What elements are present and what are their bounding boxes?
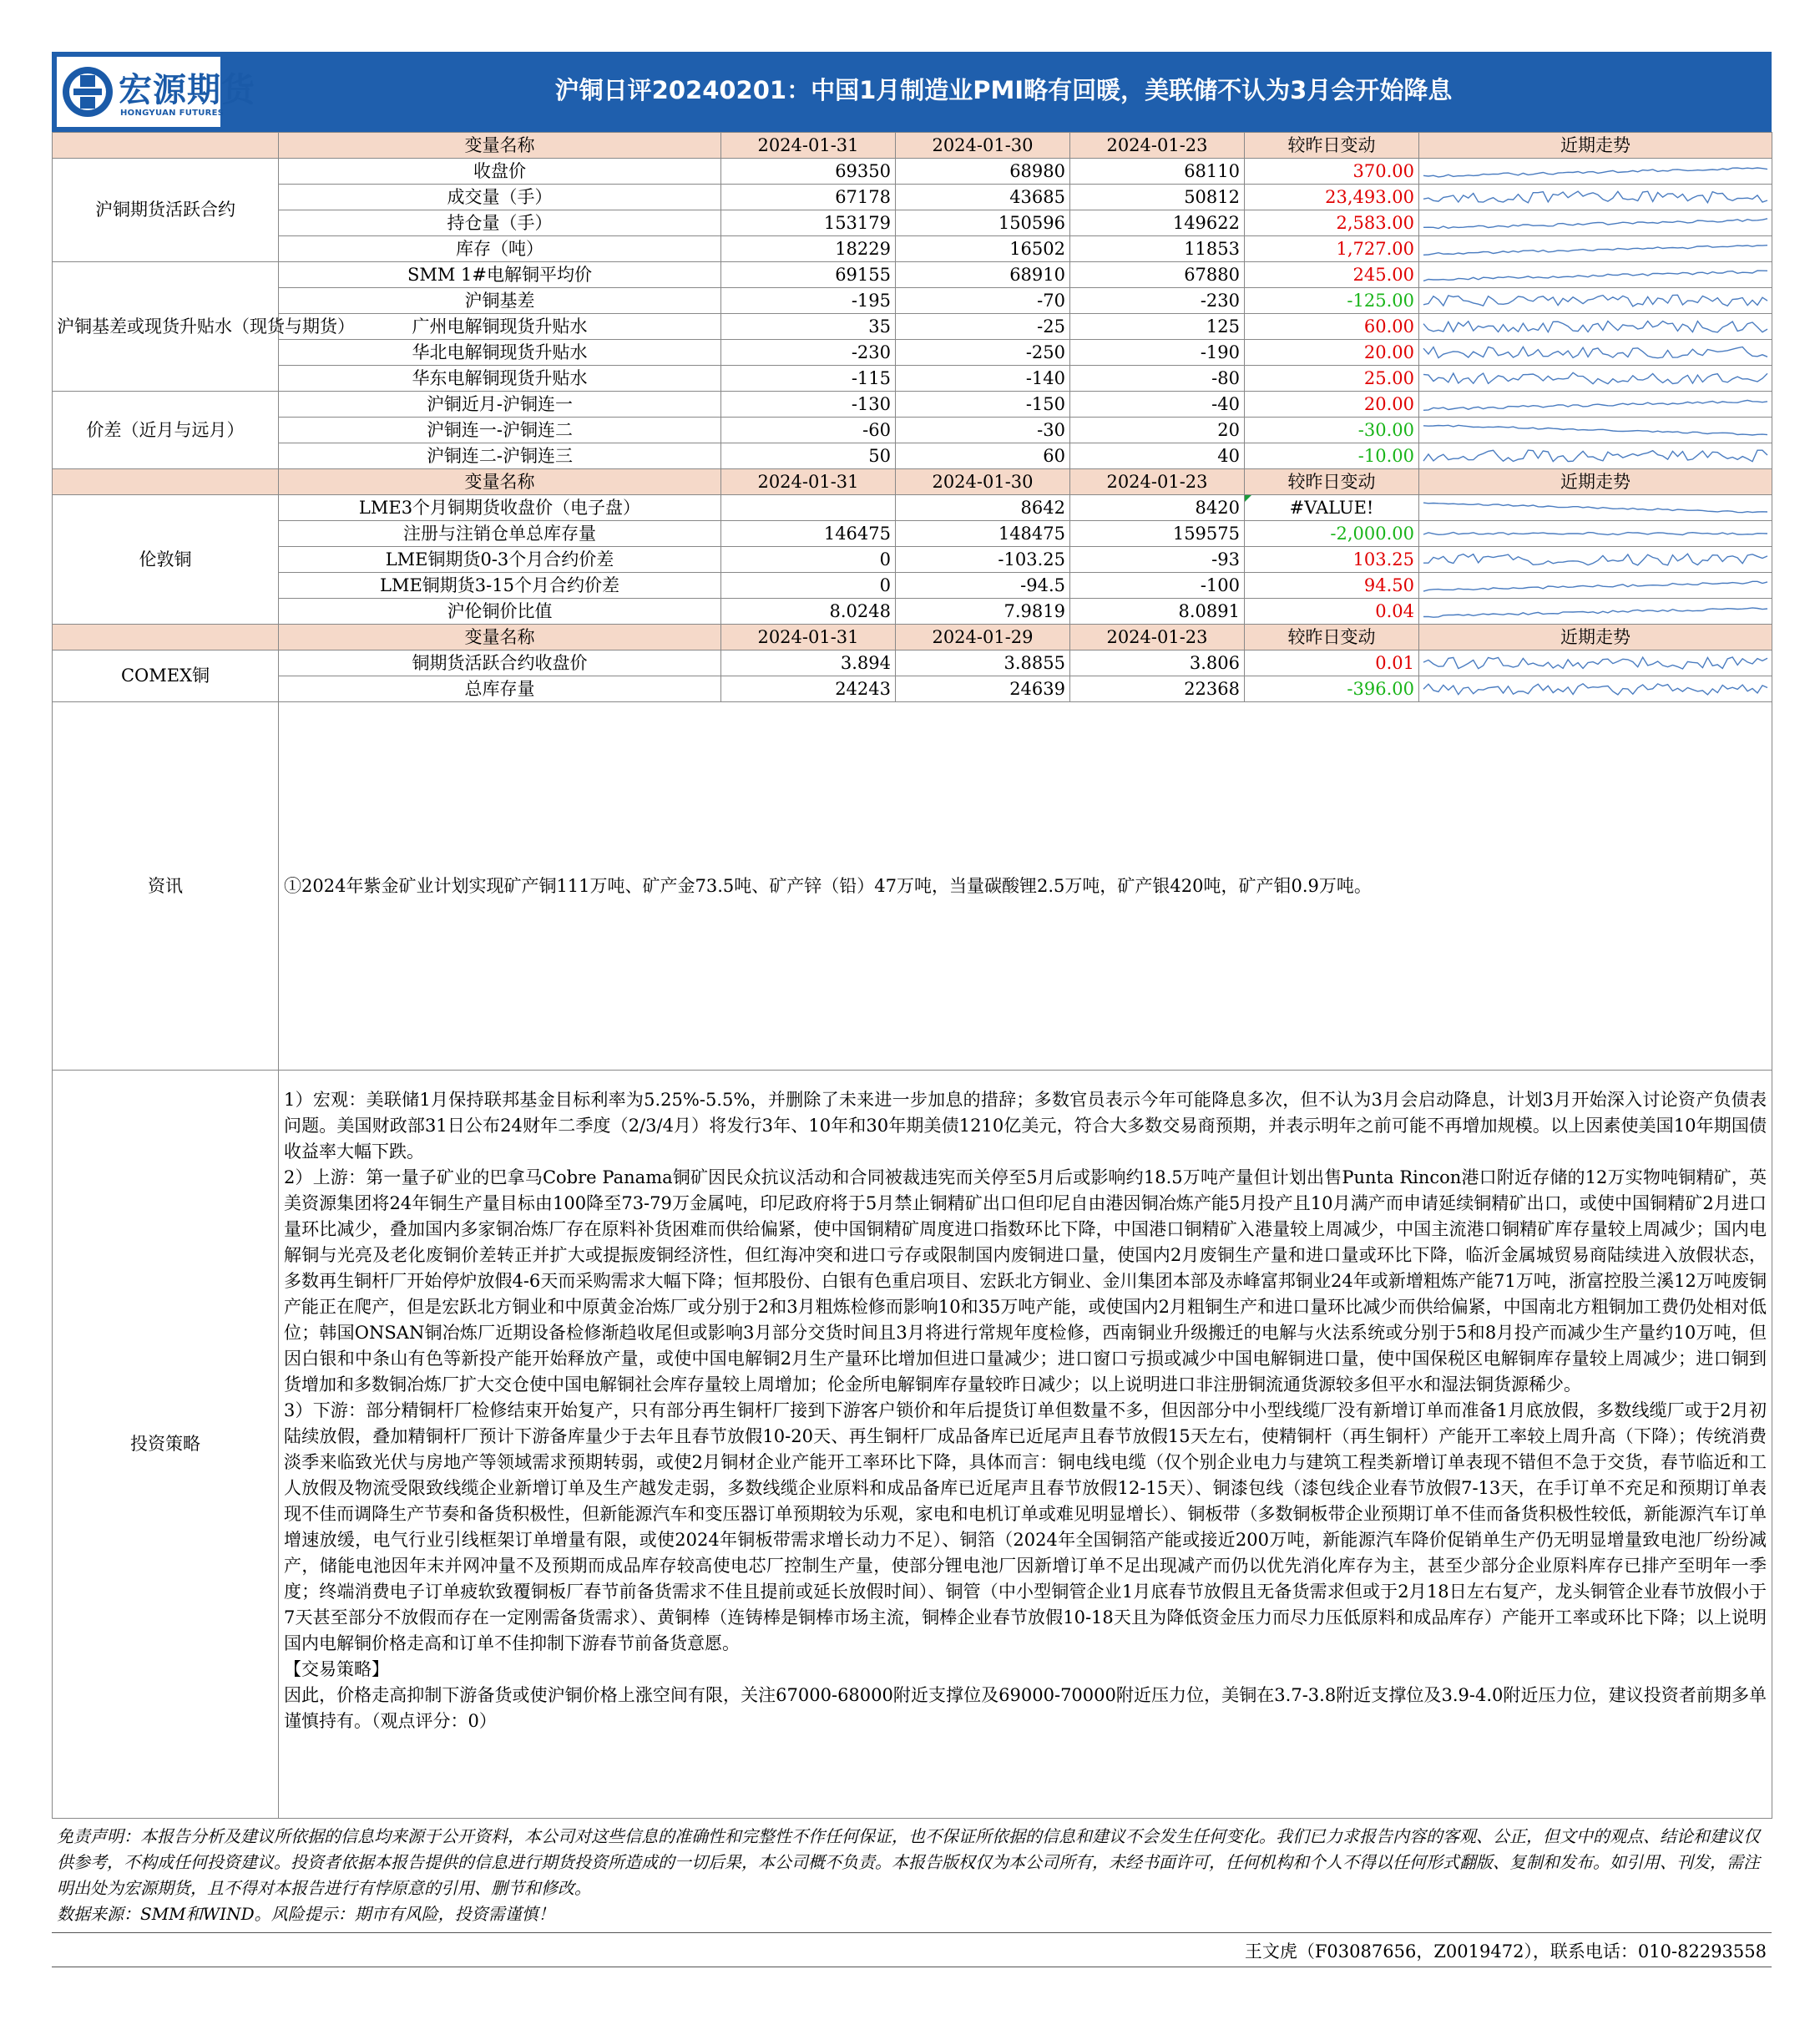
header-date-1: 2024-01-31 <box>721 469 896 495</box>
value-date-2: -250 <box>896 340 1070 366</box>
value-date-3: 8420 <box>1070 495 1245 521</box>
value-date-3: 125 <box>1070 314 1245 340</box>
variable-name: 沪铜基差 <box>279 288 721 314</box>
variable-name: LME3个月铜期货收盘价（电子盘） <box>279 495 721 521</box>
value-date-2: 68910 <box>896 262 1070 288</box>
header-date-3: 2024-01-23 <box>1070 625 1245 650</box>
value-date-3: -93 <box>1070 547 1245 573</box>
value-date-1: -230 <box>721 340 896 366</box>
value-date-2: 148475 <box>896 521 1070 547</box>
trend-sparkline <box>1419 599 1772 625</box>
table-row <box>53 676 1772 702</box>
trend-sparkline <box>1419 185 1772 210</box>
change-value: 94.50 <box>1245 573 1419 599</box>
change-value: 103.25 <box>1245 547 1419 573</box>
trend-sparkline <box>1419 288 1772 314</box>
logo-text-cn: 宏源期货 <box>119 71 255 109</box>
value-date-1: 0 <box>721 573 896 599</box>
category-label: 伦敦铜 <box>53 495 279 625</box>
value-date-3: 11853 <box>1070 236 1245 262</box>
variable-name: 沪铜近月-沪铜连一 <box>279 392 721 418</box>
value-date-1: -195 <box>721 288 896 314</box>
value-date-3: 3.806 <box>1070 650 1245 676</box>
value-date-3: 40 <box>1070 443 1245 469</box>
trend-sparkline <box>1419 210 1772 236</box>
header-date-2: 2024-01-29 <box>896 625 1070 650</box>
change-value: -2,000.00 <box>1245 521 1419 547</box>
header-date-3: 2024-01-23 <box>1070 133 1245 159</box>
info-label: 资讯 <box>53 702 279 1071</box>
change-value: 2,583.00 <box>1245 210 1419 236</box>
trend-sparkline <box>1419 262 1772 288</box>
value-date-2: -94.5 <box>896 573 1070 599</box>
info-row <box>53 702 1772 1071</box>
change-value: 20.00 <box>1245 392 1419 418</box>
strategy-row <box>53 1071 1772 1819</box>
variable-name: LME铜期货0-3个月合约价差 <box>279 547 721 573</box>
value-date-1: 67178 <box>721 185 896 210</box>
strategy-paragraph: 因此，价格走高抑制下游备货或使沪铜价格上涨空间有限，关注67000-68000附近支撑位及69000-70000附近压力位，美铜在3.7-3.8附近支撑位及3.9-4.0附近压力位，建议投资者前期多单谨慎持有。（观点评分：0） <box>284 1685 1767 1731</box>
category-label: 沪铜基差或现货升贴水（现货与期货） <box>53 262 279 392</box>
value-date-1: 69350 <box>721 159 896 185</box>
value-date-2: 8642 <box>896 495 1070 521</box>
value-date-2: -70 <box>896 288 1070 314</box>
data-table <box>52 132 1772 1819</box>
company-logo <box>57 57 255 127</box>
trend-sparkline <box>1419 650 1772 676</box>
value-date-2: 60 <box>896 443 1070 469</box>
value-date-2: 68980 <box>896 159 1070 185</box>
value-date-1: -60 <box>721 418 896 443</box>
value-date-2: -25 <box>896 314 1070 340</box>
header-date-2: 2024-01-30 <box>896 133 1070 159</box>
table-row <box>53 599 1772 625</box>
value-date-3: 8.0891 <box>1070 599 1245 625</box>
table-row <box>53 521 1772 547</box>
header-change: 较昨日变动 <box>1245 469 1419 495</box>
value-date-1: 0 <box>721 547 896 573</box>
variable-name: 华东电解铜现货升贴水 <box>279 366 721 392</box>
report-title: 沪铜日评20240201：中国1月制造业PMI略有回暖，美联储不认为3月会开始降息 <box>554 76 1453 104</box>
trend-sparkline <box>1419 236 1772 262</box>
strategy-paragraph: 3）下游：部分精铜杆厂检修结束开始复产，只有部分再生铜杆厂接到下游客户锁价和年后提货订单但数量不多，但因部分中小型线缆厂没有新增订单而准备1月底放假，多数线缆厂或于2月初陆续放假，叠加精铜杆厂预计下游备库量少于去年且春节放假10-20天、再生铜杆厂成品备库已近尾声且春节放假15天左右，使精铜杆（再生铜杆）产能开工率较上周升高（下降）；传统消费淡季来临致光伏与房地产等领域需求预期转弱，或使2月铜材企业产能开工率环比下降，具体而言：铜电线电缆（仅个别企业电力与建筑工程类新增订单表现不错但不急于交货，春节临近和工人放假及物流受限致线缆企业新增订单及生产越发走弱，多数线缆企业原料和成品备库已近尾声且春节放假12-15天）、铜漆包线（漆包线企业春节放假7-13天，在手订单不充足和预期订单表现不佳而调降生产节奏和备货积极性，但新能源汽车和变压器订单预期较为乐观，家电和电机订单或难见明显增长）、铜板带（多数铜板带企业预期订单不佳而备货积极性较低，新能源汽车订单增速放缓，电气行业引线框架订单增量有限，或使2024年铜板带需求增长动力不足）、铜箔（2024年全国铜箔产能或接近200万吨，新能源汽车降价促销单生产仍无明显增量致电池厂纷纷减产，储能电池因年末并网冲量不及预期而成品库存较高使电芯厂控制生产量，使部分锂电池厂因新增订单不足出现减产而仍以优先消化库存为主，甚至少部分企业原料库存已排产至明年一季度；终端消费电子订单疲软致覆铜板厂春节前备货需求不佳且提前或延长放假时间）、铜管（中小型铜管企业1月底春节放假且无备货需求但或于2月18日左右复产，龙头铜管企业春节放假小于7天甚至部分不放假而存在一定刚需备货需求）、黄铜棒（连铸棒是铜棒市场主流，铜棒企业春节放假10-18天且为降低资金压力而尽力压低原料和成品库存）产能开工率或环比下降；以上说明国内电解铜价格走高和订单不佳抑制下游春节前备货意愿。 <box>284 1400 1767 1653</box>
header-trend: 近期走势 <box>1419 469 1772 495</box>
variable-name: 成交量（手） <box>279 185 721 210</box>
value-date-3: 22368 <box>1070 676 1245 702</box>
trend-sparkline <box>1419 392 1772 418</box>
table-row <box>53 495 1772 521</box>
report-page <box>52 52 1772 1967</box>
change-value: 370.00 <box>1245 159 1419 185</box>
change-value: 20.00 <box>1245 340 1419 366</box>
contact-info: 王文虎（F03087656，Z0019472），联系电话：010-82293558 <box>52 1933 1772 1967</box>
change-value: 0.04 <box>1245 599 1419 625</box>
variable-name: 持仓量（手） <box>279 210 721 236</box>
variable-name: 广州电解铜现货升贴水 <box>279 314 721 340</box>
value-date-2: 7.9819 <box>896 599 1070 625</box>
data-source-text: 数据来源：SMM和WIND。风险提示：期市有风险，投资需谨慎！ <box>57 1904 555 1924</box>
strategy-paragraph: 1）宏观：美联储1月保持联邦基金目标利率为5.25%-5.5%，并删除了未来进一步加息的措辞；多数官员表示今年可能降息多次，但不认为3月会启动降息，计划3月开始深入讨论资产负债表问题。美国财政部31日公布24财年二季度（2/3/4月）将发行3年、10年和30年期美债1210亿美元，符合大多数交易商预期，并表示明年之前可能不再增加规模。以上因素使美国10年期国债收益率大幅下跌。 <box>284 1090 1767 1162</box>
header-variable-name: 变量名称 <box>279 469 721 495</box>
trend-sparkline <box>1419 676 1772 702</box>
value-date-3: 149622 <box>1070 210 1245 236</box>
trend-sparkline <box>1419 366 1772 392</box>
value-date-1 <box>721 495 896 521</box>
value-date-1: 146475 <box>721 521 896 547</box>
change-value: -396.00 <box>1245 676 1419 702</box>
change-value: 23,493.00 <box>1245 185 1419 210</box>
header-blank-cell <box>53 133 279 159</box>
variable-name: 华北电解铜现货升贴水 <box>279 340 721 366</box>
variable-name: 总库存量 <box>279 676 721 702</box>
variable-name: 沪铜连一-沪铜连二 <box>279 418 721 443</box>
trend-sparkline <box>1419 340 1772 366</box>
report-header <box>52 52 1772 132</box>
table-row <box>53 262 1772 288</box>
trade-strategy-heading: 【交易策略】 <box>284 1659 389 1679</box>
value-date-3: 159575 <box>1070 521 1245 547</box>
header-variable-name: 变量名称 <box>279 133 721 159</box>
strategy-paragraph: 2）上游：第一量子矿业的巴拿马Cobre Panama铜矿因民众抗议活动和合同被裁违宪而关停至5月后或影响约18.5万吨产量但计划出售Punta Rincon港口附近存储的12万实物吨铜精矿，英美资源集团将24年铜生产量目标由100降至73-79万金属吨，印尼政府将于5月禁止铜精矿出口但印尼自由港因铜冶炼产能5月投产且10月满产而申请延续铜精矿出口，或使中国铜精矿2月进口量环比减少，叠加国内多家铜冶炼厂存在原料补货困难而供给偏紧，使中国铜精矿周度进口指数环比下降，中国港口铜精矿入港量较上周减少，中国主流港口铜精矿库存量较上周减少；国内电解铜与光亮及老化废铜价差转正并扩大或提振废铜经济性，但红海冲突和进口亏存或限制国内废铜进口量，使国内2月废铜生产量和进口量或环比下降，临沂金属城贸易商陆续进入放假状态，多数再生铜杆厂开始停炉放假4-6天而采购需求大幅下降；恒邦股份、白银有色重启项目、宏跃北方铜业、金川集团本部及赤峰富邦铜业24年或新增粗炼产能71万吨，浙富控股兰溪12万吨废铜产能正在爬产，但是宏跃北方铜业和中原黄金冶炼厂或分别于2和3月粗炼检修而影响10和35万吨产能，或使国内2月粗铜生产和进口量环比减少而供给偏紧，中国南北方粗铜加工费仍处相对低位；韩国ONSAN铜冶炼厂近期设备检修渐趋收尾但或影响3月部分交货时间且3月将进行常规年度检修，西南铜业升级搬迁的电解与火法系统或分别于5和8月投产而减少生产量约10万吨，但因白银和中条山有色等新投产能开始释放产量，或使中国电解铜2月生产量环比增加但进口量减少；进口窗口亏损或减少中国电解铜进口量，使中国保税区电解铜库存量较上周减少；进口铜到货增加和多数铜冶炼厂扩大交仓使中国电解铜社会库存量较上周增加；伦金所电解铜库存量较昨日减少；以上说明进口非注册铜流通货源较多但平水和湿法铜货源稀少。 <box>284 1167 1767 1395</box>
variable-name: 收盘价 <box>279 159 721 185</box>
value-date-3: 67880 <box>1070 262 1245 288</box>
info-text: ①2024年紫金矿业计划实现矿产铜111万吨、矿产金73.5吨、矿产锌（铅）47万吨，当量碳酸锂2.5万吨，矿产银420吨，矿产钼0.9万吨。 <box>279 702 1772 1071</box>
variable-name: LME铜期货3-15个月合约价差 <box>279 573 721 599</box>
variable-name: 库存（吨） <box>279 236 721 262</box>
table-header-row <box>53 625 1772 650</box>
table-row <box>53 573 1772 599</box>
header-blank-cell <box>53 625 279 650</box>
logo-text-en: HONGYUAN FUTURES <box>120 109 225 118</box>
value-date-1: -115 <box>721 366 896 392</box>
value-date-2: -103.25 <box>896 547 1070 573</box>
trend-sparkline <box>1419 314 1772 340</box>
trend-sparkline <box>1419 159 1772 185</box>
table-row <box>53 443 1772 469</box>
variable-name: 铜期货活跃合约收盘价 <box>279 650 721 676</box>
change-value: 245.00 <box>1245 262 1419 288</box>
table-row <box>53 159 1772 185</box>
value-date-1: -130 <box>721 392 896 418</box>
value-date-3: -100 <box>1070 573 1245 599</box>
change-value-text: #VALUE! <box>1289 497 1374 518</box>
value-date-1: 3.894 <box>721 650 896 676</box>
trend-sparkline <box>1419 443 1772 469</box>
change-value <box>1245 495 1419 521</box>
header-date-3: 2024-01-23 <box>1070 469 1245 495</box>
table-header-row <box>53 133 1772 159</box>
trend-sparkline <box>1419 573 1772 599</box>
table-row <box>53 288 1772 314</box>
header-date-2: 2024-01-30 <box>896 469 1070 495</box>
header-trend: 近期走势 <box>1419 625 1772 650</box>
change-value: 0.01 <box>1245 650 1419 676</box>
header-date-1: 2024-01-31 <box>721 625 896 650</box>
table-row <box>53 236 1772 262</box>
header-date-1: 2024-01-31 <box>721 133 896 159</box>
value-date-1: 24243 <box>721 676 896 702</box>
table-row <box>53 418 1772 443</box>
value-date-3: -190 <box>1070 340 1245 366</box>
value-date-3: -230 <box>1070 288 1245 314</box>
header-variable-name: 变量名称 <box>279 625 721 650</box>
category-label: 沪铜期货活跃合约 <box>53 159 279 262</box>
value-date-2: 43685 <box>896 185 1070 210</box>
value-date-2: 16502 <box>896 236 1070 262</box>
change-value: 25.00 <box>1245 366 1419 392</box>
value-date-1: 8.0248 <box>721 599 896 625</box>
table-header-row <box>53 469 1772 495</box>
change-value: -125.00 <box>1245 288 1419 314</box>
value-date-2: -140 <box>896 366 1070 392</box>
value-date-2: 150596 <box>896 210 1070 236</box>
value-date-1: 50 <box>721 443 896 469</box>
value-date-3: 20 <box>1070 418 1245 443</box>
table-row <box>53 210 1772 236</box>
header-trend: 近期走势 <box>1419 133 1772 159</box>
change-value: 1,727.00 <box>1245 236 1419 262</box>
value-date-1: 153179 <box>721 210 896 236</box>
variable-name: 注册与注销仓单总库存量 <box>279 521 721 547</box>
value-date-3: -80 <box>1070 366 1245 392</box>
value-date-1: 18229 <box>721 236 896 262</box>
strategy-text <box>279 1071 1772 1819</box>
table-row <box>53 650 1772 676</box>
change-value: -30.00 <box>1245 418 1419 443</box>
disclaimer-text: 免责声明：本报告分析及建议所依据的信息均来源于公开资料，本公司对这些信息的准确性和完整性不作任何保证，也不保证所依据的信息和建议不会发生任何变化。我们已力求报告内容的客观、公正，但文中的观点、结论和建议仅供参考，不构成任何投资建议。投资者依据本报告提供的信息进行期货投资所造成的一切后果，本公司概不负责。本报告版权仅为本公司所有，未经书面许可，任何机构和个人不得以任何形式翻版、复制和发布。如引用、刊发，需注明出处为宏源期货，且不得对本报告进行有悖原意的引用、删节和修改。 <box>57 1826 1760 1898</box>
hongyuan-logo-icon <box>62 63 114 120</box>
header-change: 较昨日变动 <box>1245 133 1419 159</box>
strategy-label: 投资策略 <box>53 1071 279 1819</box>
variable-name: 沪伦铜价比值 <box>279 599 721 625</box>
header-change: 较昨日变动 <box>1245 625 1419 650</box>
category-label: COMEX铜 <box>53 650 279 702</box>
table-row <box>53 392 1772 418</box>
value-date-3: 50812 <box>1070 185 1245 210</box>
category-label: 价差（近月与远月） <box>53 392 279 469</box>
value-date-1: 35 <box>721 314 896 340</box>
table-row <box>53 547 1772 573</box>
variable-name: 沪铜连二-沪铜连三 <box>279 443 721 469</box>
table-row <box>53 366 1772 392</box>
value-date-2: 3.8855 <box>896 650 1070 676</box>
value-date-2: 24639 <box>896 676 1070 702</box>
header-blank-cell <box>53 469 279 495</box>
value-date-2: -150 <box>896 392 1070 418</box>
error-indicator-icon <box>1245 495 1251 502</box>
trend-sparkline <box>1419 521 1772 547</box>
change-value: 60.00 <box>1245 314 1419 340</box>
table-row <box>53 185 1772 210</box>
trend-sparkline <box>1419 495 1772 521</box>
value-date-1: 69155 <box>721 262 896 288</box>
disclaimer <box>52 1819 1772 1933</box>
trend-sparkline <box>1419 547 1772 573</box>
value-date-3: -40 <box>1070 392 1245 418</box>
variable-name: SMM 1#电解铜平均价 <box>279 262 721 288</box>
change-value: -10.00 <box>1245 443 1419 469</box>
trend-sparkline <box>1419 418 1772 443</box>
value-date-3: 68110 <box>1070 159 1245 185</box>
value-date-2: -30 <box>896 418 1070 443</box>
table-row <box>53 340 1772 366</box>
